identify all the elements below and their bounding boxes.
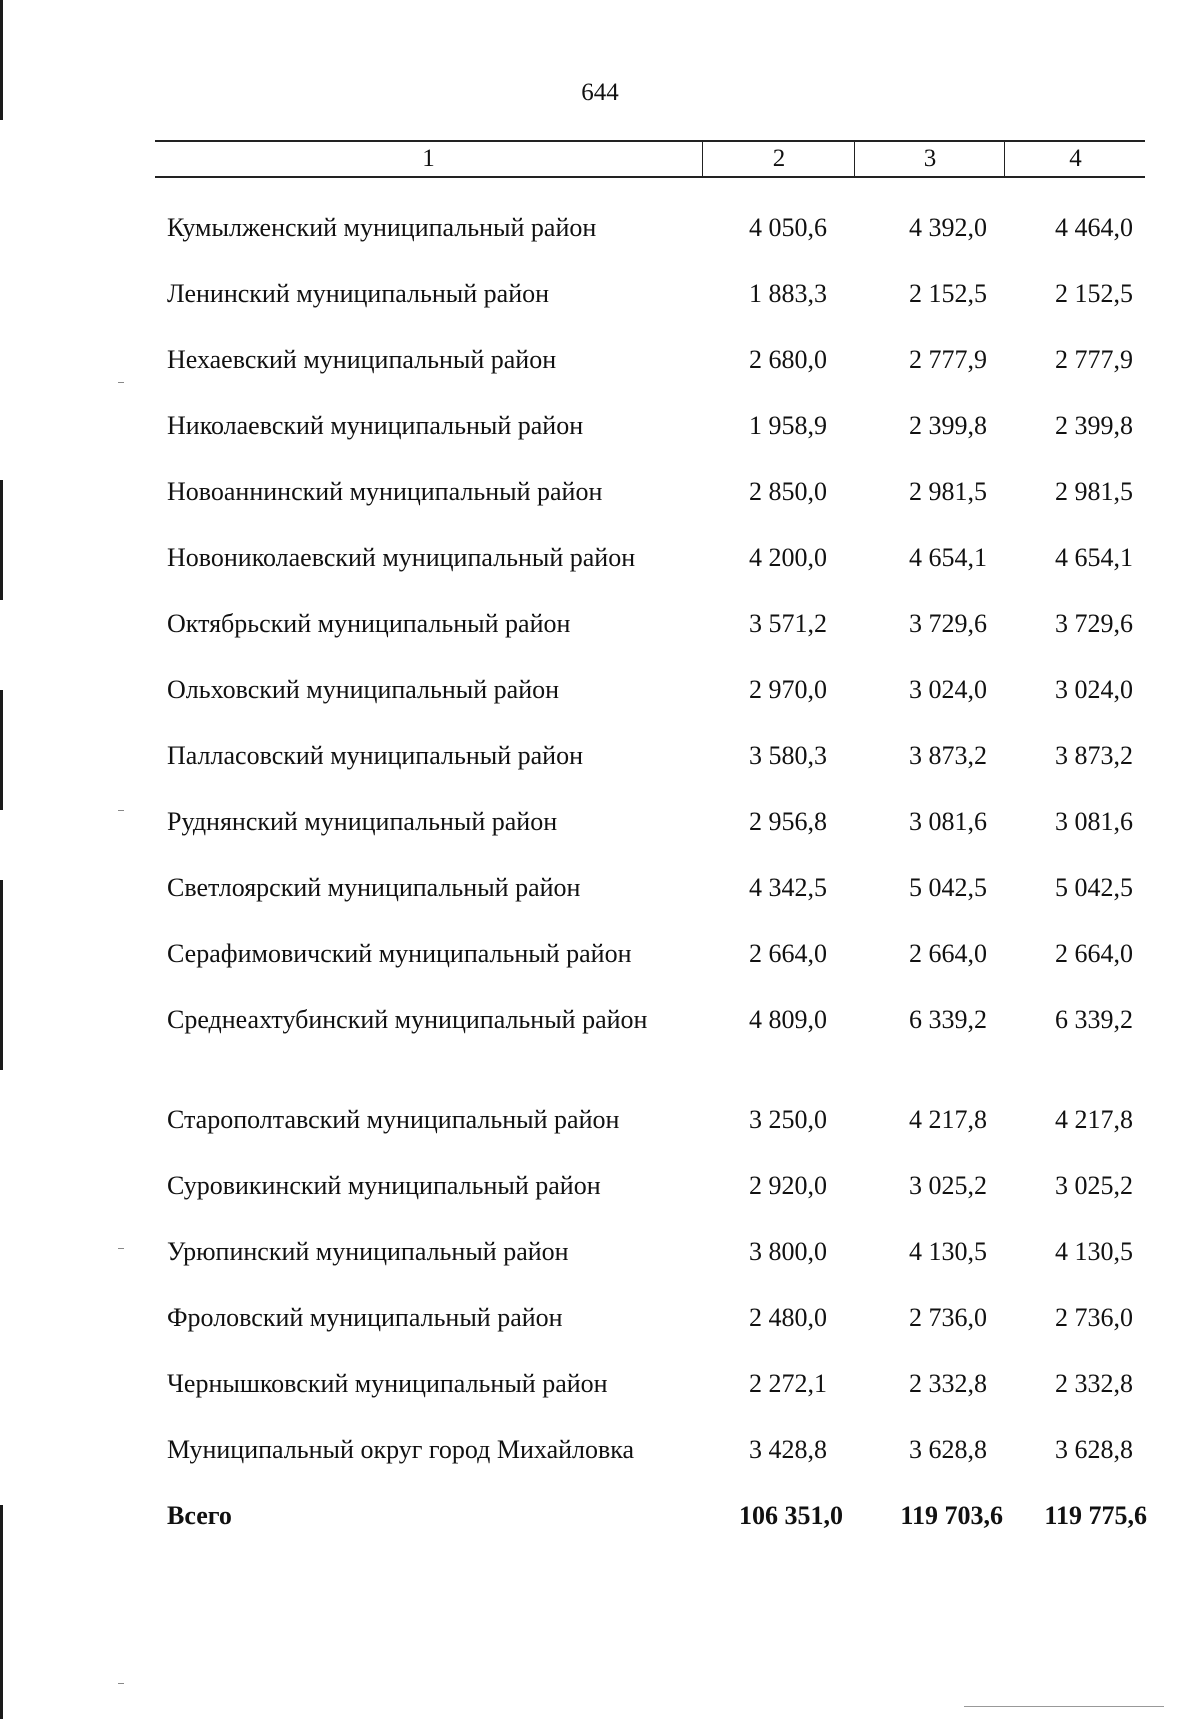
- row-value-col3: 2 399,8: [909, 411, 987, 440]
- table-row: [155, 532, 1145, 598]
- table-row: [155, 1160, 1145, 1226]
- row-value-col4: 2 777,9: [1055, 345, 1133, 374]
- row-name: Октябрьский муниципальный район: [167, 609, 571, 638]
- scan-tick: [118, 382, 124, 383]
- total-value-col2: 106 351,0: [739, 1501, 843, 1530]
- row-value-col2: 2 920,0: [749, 1171, 827, 1200]
- row-name: Светлоярский муниципальный район: [167, 873, 581, 902]
- scan-tick: [118, 810, 124, 811]
- row-value-col2: 2 480,0: [749, 1303, 827, 1332]
- row-value-col3: 6 339,2: [909, 1005, 987, 1034]
- total-value-col3: 119 703,6: [900, 1501, 1003, 1530]
- row-value-col2: 3 250,0: [749, 1105, 827, 1134]
- scan-edge-mark: [0, 480, 3, 600]
- table-row: [155, 1094, 1145, 1160]
- table-row: [155, 862, 1145, 928]
- row-name: Чернышковский муниципальный район: [167, 1369, 608, 1398]
- row-name: Ольховский муниципальный район: [167, 675, 560, 704]
- total-label: Всего: [167, 1501, 232, 1530]
- row-value-col4: 2 332,8: [1055, 1369, 1133, 1398]
- row-value-col3: 2 152,5: [909, 279, 987, 308]
- row-value-col4: 3 025,2: [1055, 1171, 1133, 1200]
- row-value-col4: 4 130,5: [1055, 1237, 1133, 1266]
- row-value-col4: 4 654,1: [1055, 543, 1133, 572]
- table-row: [155, 268, 1145, 334]
- scan-edge-mark: [0, 880, 3, 1070]
- table-row: [155, 1358, 1145, 1424]
- column-header-2: 2: [702, 142, 855, 176]
- row-value-col3: 3 081,6: [909, 807, 987, 836]
- row-name: Нехаевский муниципальный район: [167, 345, 557, 374]
- row-value-col4: 5 042,5: [1055, 873, 1133, 902]
- row-value-col2: 3 800,0: [749, 1237, 827, 1266]
- row-value-col2: 2 664,0: [749, 939, 827, 968]
- row-value-col4: 3 024,0: [1055, 675, 1133, 704]
- row-value-col2: 1 883,3: [749, 279, 827, 308]
- row-value-col3: 5 042,5: [909, 873, 987, 902]
- row-value-col3: 2 332,8: [909, 1369, 987, 1398]
- scan-tick: [118, 1248, 124, 1249]
- row-value-col2: 4 200,0: [749, 543, 827, 572]
- row-value-col3: 3 873,2: [909, 741, 987, 770]
- table-total-row: [155, 1490, 1145, 1556]
- column-header-4: 4: [1004, 142, 1146, 176]
- table-row: [155, 664, 1145, 730]
- row-name: Руднянский муниципальный район: [167, 807, 558, 836]
- row-value-col2: 2 850,0: [749, 477, 827, 506]
- footer-rule: [964, 1706, 1164, 1707]
- row-value-col4: 3 729,6: [1055, 609, 1133, 638]
- row-value-col3: 4 654,1: [909, 543, 987, 572]
- row-value-col3: 2 736,0: [909, 1303, 987, 1332]
- table-row: [155, 1424, 1145, 1490]
- row-name: Новониколаевский муниципальный район: [167, 543, 636, 572]
- row-value-col3: 4 392,0: [909, 213, 987, 242]
- row-name: Кумылженский муниципальный район: [167, 213, 597, 242]
- table-row: [155, 1226, 1145, 1292]
- row-name: Старополтавский муниципальный район: [167, 1105, 620, 1134]
- table-row: [155, 928, 1145, 994]
- column-header-1: 1: [422, 145, 435, 172]
- row-name: Палласовский муниципальный район: [167, 741, 583, 770]
- row-value-col3: 3 628,8: [909, 1435, 987, 1464]
- row-value-col3: 2 664,0: [909, 939, 987, 968]
- row-name: Новоаннинский муниципальный район: [167, 477, 603, 506]
- row-value-col2: 4 809,0: [749, 1005, 827, 1034]
- row-value-col4: 3 873,2: [1055, 741, 1133, 770]
- row-value-col3: 3 024,0: [909, 675, 987, 704]
- row-value-col3: 2 981,5: [909, 477, 987, 506]
- row-name: Урюпинский муниципальный район: [167, 1237, 569, 1266]
- row-value-col2: 1 958,9: [749, 411, 827, 440]
- scan-edge-mark: [0, 1505, 3, 1719]
- table-row: [155, 994, 1145, 1094]
- row-value-col4: 2 152,5: [1055, 279, 1133, 308]
- table-header-row: [155, 142, 1145, 176]
- row-name: Среднеахтубинский муниципальный район: [167, 1005, 648, 1034]
- row-value-col3: 3 729,6: [909, 609, 987, 638]
- page-number: 644: [581, 79, 619, 106]
- row-name: Суровикинский муниципальный район: [167, 1171, 601, 1200]
- row-value-col4: 2 981,5: [1055, 477, 1133, 506]
- row-value-col3: 4 217,8: [909, 1105, 987, 1134]
- row-value-col2: 2 956,8: [749, 807, 827, 836]
- table-header-rule: [155, 176, 1145, 178]
- row-value-col2: 3 580,3: [749, 741, 827, 770]
- table-row: [155, 400, 1145, 466]
- table-row: [155, 202, 1145, 268]
- row-value-col4: 3 081,6: [1055, 807, 1133, 836]
- row-value-col2: 2 680,0: [749, 345, 827, 374]
- row-value-col2: 3 428,8: [749, 1435, 827, 1464]
- row-value-col4: 4 217,8: [1055, 1105, 1133, 1134]
- row-value-col4: 4 464,0: [1055, 213, 1133, 242]
- row-value-col3: 4 130,5: [909, 1237, 987, 1266]
- scan-edge-mark: [0, 690, 3, 810]
- row-name: Фроловский муниципальный район: [167, 1303, 563, 1332]
- row-name: Серафимовичский муниципальный район: [167, 939, 632, 968]
- row-name: Ленинский муниципальный район: [167, 279, 550, 308]
- row-value-col2: 4 342,5: [749, 873, 827, 902]
- row-value-col2: 3 571,2: [749, 609, 827, 638]
- row-value-col4: 2 736,0: [1055, 1303, 1133, 1332]
- row-value-col2: 2 272,1: [749, 1369, 827, 1398]
- row-value-col2: 2 970,0: [749, 675, 827, 704]
- total-value-col4: 119 775,6: [1044, 1501, 1147, 1530]
- row-value-col3: 2 777,9: [909, 345, 987, 374]
- row-name: Муниципальный округ город Михайловка: [167, 1435, 635, 1464]
- row-value-col2: 4 050,6: [749, 213, 827, 242]
- table-row: [155, 466, 1145, 532]
- table-row: [155, 730, 1145, 796]
- table-body: [155, 202, 1145, 1556]
- column-header-3: 3: [854, 142, 1005, 176]
- table-row: [155, 796, 1145, 862]
- scan-tick: [118, 1683, 124, 1684]
- row-value-col3: 3 025,2: [909, 1171, 987, 1200]
- table-row: [155, 334, 1145, 400]
- row-value-col4: 2 664,0: [1055, 939, 1133, 968]
- table-row: [155, 1292, 1145, 1358]
- row-value-col4: 6 339,2: [1055, 1005, 1133, 1034]
- table-row: [155, 598, 1145, 664]
- row-value-col4: 3 628,8: [1055, 1435, 1133, 1464]
- row-value-col4: 2 399,8: [1055, 411, 1133, 440]
- row-name: Николаевский муниципальный район: [167, 411, 584, 440]
